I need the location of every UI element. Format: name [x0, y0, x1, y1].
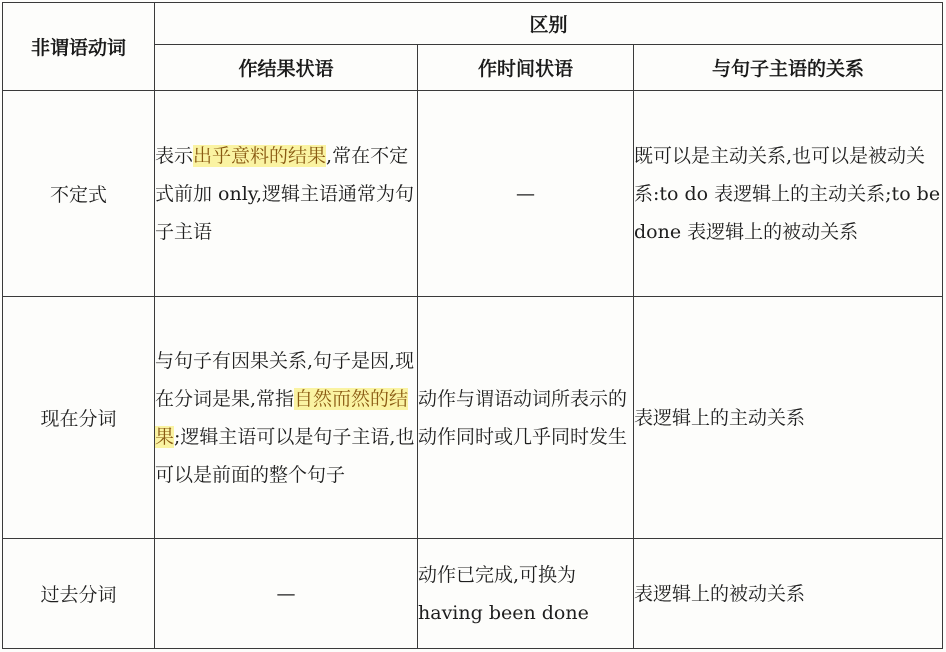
text-segment: 与句子有因果关系,句子是因,现在分词是果,常指	[155, 349, 415, 410]
table-row	[3, 91, 943, 297]
cell-present-participle-relation: 表逻辑上的主动关系	[634, 297, 943, 539]
row-label-infinitive: 不定式	[3, 91, 155, 297]
cell-past-participle-time: 动作已完成,可换为 having been done	[418, 539, 634, 649]
row-label-past-participle: 过去分词	[3, 539, 155, 649]
highlighted-phrase: 自然而然的结果	[155, 387, 409, 448]
cell-infinitive-time: —	[418, 91, 634, 297]
cell-infinitive-result	[155, 91, 418, 297]
header-result-adverbial: 作结果状语	[155, 45, 418, 91]
text-segment: ;逻辑主语可以是句子主语,也可以是前面的整个句子	[155, 425, 415, 486]
row-label-present-participle: 现在分词	[3, 297, 155, 539]
cell-infinitive-relation: 既可以是主动关系,也可以是被动关系:to do 表逻辑上的主动关系;to be done 表逻辑上的被动关系	[634, 91, 943, 297]
table-row	[3, 297, 943, 539]
text-segment: ,常在不定式前加 only,逻辑主语通常为句子主语	[155, 144, 415, 243]
header-group: 区别	[155, 3, 943, 45]
cell-present-participle-time: 动作与谓语动词所表示的动作同时或几乎同时发生	[418, 297, 634, 539]
highlighted-phrase: 出乎意料的结果	[193, 144, 327, 167]
text-segment: 表示	[155, 144, 194, 167]
header-row-label: 非谓语动词	[3, 3, 155, 91]
header-time-adverbial: 作时间状语	[418, 45, 634, 91]
cell-present-participle-result	[155, 297, 418, 539]
header-subject-relation: 与句子主语的关系	[634, 45, 943, 91]
table-row	[3, 539, 943, 649]
cell-past-participle-relation: 表逻辑上的被动关系	[634, 539, 943, 649]
comparison-table	[2, 2, 943, 649]
cell-past-participle-result: —	[155, 539, 418, 649]
